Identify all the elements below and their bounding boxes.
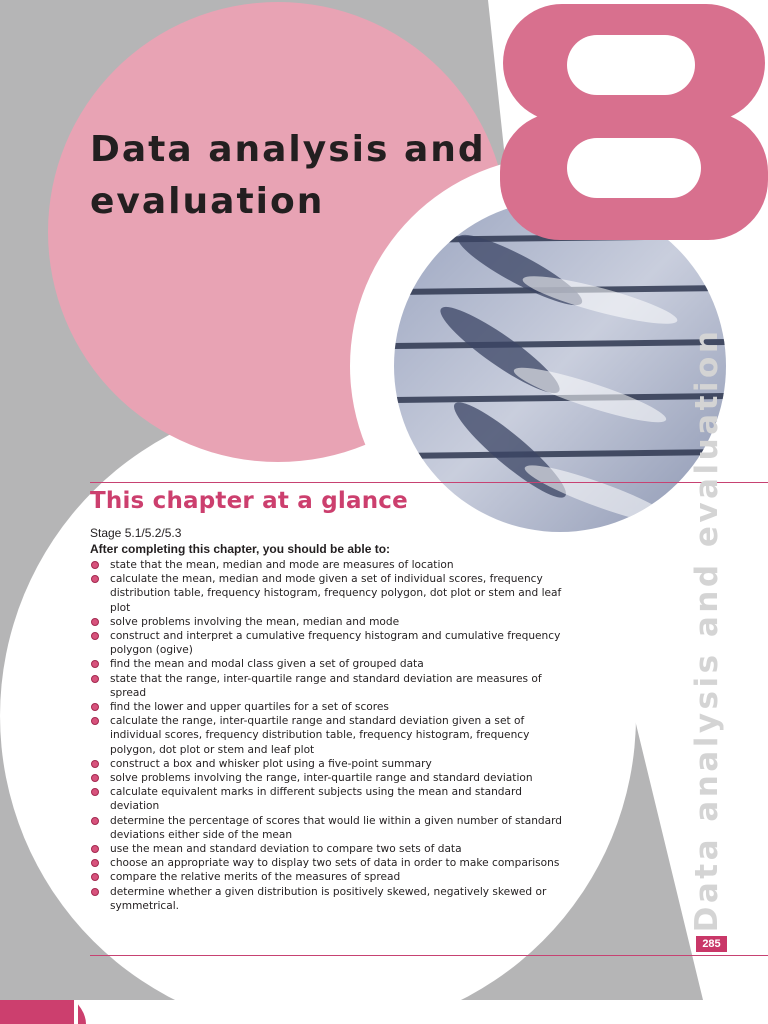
list-item (90, 885, 570, 913)
footer-rule (90, 955, 768, 956)
outcomes-list (90, 558, 570, 913)
bullet-icon (91, 618, 99, 626)
bullet-icon (91, 561, 99, 569)
list-item (90, 558, 570, 572)
glance-top-rule (90, 482, 768, 483)
list-item (90, 700, 570, 714)
bullet-icon (91, 845, 99, 853)
list-item (90, 572, 570, 615)
bullet-icon (91, 703, 99, 711)
list-item (90, 842, 570, 856)
corner-tab-divider (74, 1000, 78, 1024)
bullet-icon (91, 717, 99, 725)
outcome-text: construct and interpret a cumulative frequency histogram and cumulative frequency polygon (ogive) (110, 630, 561, 657)
outcome-text: calculate the range, inter-quartile range and standard deviation given a set of individual scores, frequency distribution table, frequency histogram, frequency polygon, dot plot or stem and leaf plot (110, 715, 530, 756)
list-item (90, 615, 570, 629)
bullet-icon (91, 575, 99, 583)
bullet-icon (91, 675, 99, 683)
outcome-text: use the mean and standard deviation to compare two sets of data (110, 843, 462, 856)
list-item (90, 672, 570, 700)
outcome-text: state that the range, inter-quartile range and standard deviation are measures of spread (110, 672, 542, 699)
side-chapter-title: Data analysis and evaluation (689, 327, 725, 933)
outcome-text: find the mean and modal class given a set of grouped data (110, 658, 424, 671)
bullet-icon (91, 888, 99, 896)
bullet-icon (91, 788, 99, 796)
list-item (90, 870, 570, 884)
list-item (90, 856, 570, 870)
outcome-text: calculate the mean, median and mode given a set of individual scores, frequency distribution table, frequency histogram, frequency polygon, dot plot or stem and leaf plot (110, 573, 562, 614)
outcome-text: solve problems involving the range, inter-quartile range and standard deviation (110, 772, 533, 785)
bullet-icon (91, 859, 99, 867)
outcomes-intro: After completing this chapter, you should be able to: (90, 542, 391, 556)
corner-tab (0, 1000, 86, 1024)
list-item (90, 785, 570, 813)
list-item (90, 714, 570, 757)
outcome-text: calculate equivalent marks in different subjects using the mean and standard deviation (110, 786, 522, 813)
outcome-text: state that the mean, median and mode are measures of location (110, 559, 454, 571)
bullet-icon (91, 774, 99, 782)
outcome-text: construct a box and whisker plot using a five-point summary (110, 757, 432, 770)
outcome-text: determine whether a given distribution is positively skewed, negatively skewed or symmetrical. (110, 885, 547, 912)
bullet-icon (91, 873, 99, 881)
stage-label: Stage 5.1/5.2/5.3 (90, 526, 182, 540)
outcome-text: find the lower and upper quartiles for a set of scores (110, 701, 389, 714)
list-item (90, 657, 570, 671)
list-item (90, 757, 570, 771)
glance-heading: This chapter at a glance (90, 488, 408, 514)
list-item (90, 814, 570, 842)
bullet-icon (91, 632, 99, 640)
list-item (90, 629, 570, 657)
bullet-icon (91, 660, 99, 668)
outcome-text: determine the percentage of scores that would lie within a given number of standard deviations either side of the mean (110, 814, 563, 841)
list-item (90, 771, 570, 785)
chapter-title: Data analysis and evaluation (90, 129, 486, 222)
bullet-icon (91, 817, 99, 825)
outcome-text: choose an appropriate way to display two sets of data in order to make comparisons (110, 857, 560, 870)
chapter-number-graphic (500, 4, 768, 240)
bullet-icon (91, 760, 99, 768)
outcome-text: solve problems involving the mean, median and mode (110, 615, 400, 628)
page-number: 285 (696, 936, 727, 952)
outcome-text: compare the relative merits of the measures of spread (110, 871, 401, 884)
